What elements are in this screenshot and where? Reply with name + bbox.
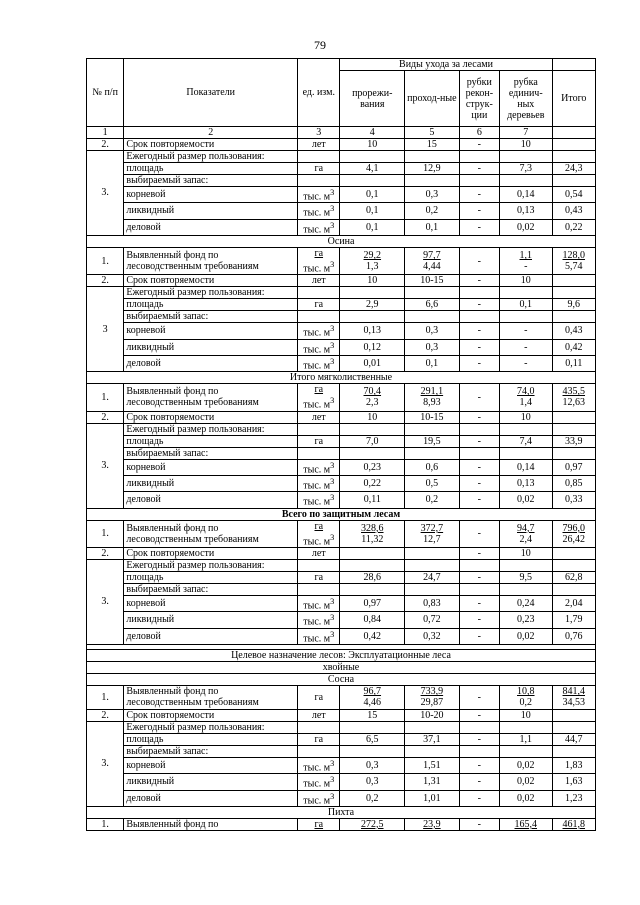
section-sosna: Сосна: [87, 673, 596, 685]
table-row: площадь га 2,9 6,6 - 0,1 9,6: [87, 299, 596, 311]
table-row: 1. Выявленный фонд по лесоводственным требованиям га 96,7 4,46 733,9 29,87 - 10,8 0,2 841,4 34,53: [87, 685, 596, 709]
header-single-trees: рубка единич-ных деревьев: [500, 71, 553, 127]
header-unit: ед. изм.: [298, 59, 340, 127]
table-row: выбираемый запас:: [87, 583, 596, 595]
table-row: деловой тыс. $м^3$ 0,1 0,1 - 0,02 0,22: [87, 219, 596, 235]
table-row: ликвидный тыс. $м^3$ 0,84 0,72 - 0,23 1,79: [87, 612, 596, 628]
header-total: Итого: [552, 71, 595, 127]
table-row: деловой тыс. $м^3$ 0,11 0,2 - 0,02 0,33: [87, 492, 596, 508]
section-hvoynye: хвойные: [87, 661, 596, 673]
section-itogo-myag: Итого мягколиственные: [87, 372, 596, 384]
header-indicators: Показатели: [124, 59, 298, 127]
table-row: 1. Выявленный фонд по лесоводственным требованиям га тыс. $м^3$ 328,6 11,32 372,7 12,7 - 94,7 2,4 796,0 26,42: [87, 520, 596, 547]
table-row: площадь га 7,0 19,5 - 7,4 33,9: [87, 435, 596, 447]
table-row: площадь га 6,5 37,1 - 1,1 44,7: [87, 733, 596, 745]
table-row: корневой тыс. $м^3$ 0,23 0,6 - 0,14 0,97: [87, 459, 596, 475]
header-passage: проход-ные: [405, 71, 460, 127]
page-number: 79: [314, 38, 326, 52]
table-row: корневой тыс. $м^3$ 0,13 0,3 - - 0,43: [87, 323, 596, 339]
table-row: корневой тыс. $м^3$ 0,3 1,51 - 0,02 1,83: [87, 757, 596, 773]
table-row: площадь га 4,1 12,9 - 7,3 24,3: [87, 163, 596, 175]
section-osina: Осина: [87, 235, 596, 247]
table-row: 3 Ежегодный размер пользования:: [87, 287, 596, 299]
section-celevoe: Целевое назначение лесов: Эксплуатационные леса: [87, 649, 596, 661]
table-row: 1. Выявленный фонд по лесоводственным требованиям га тыс. $м^3$ 70,4 2,3 291,1 8,93 - 74,0 1,4 435,5 12,63: [87, 384, 596, 411]
table-row: площадь га 28,6 24,7 - 9,5 62,8: [87, 571, 596, 583]
table-row: выбираемый запас:: [87, 745, 596, 757]
table-row: выбираемый запас:: [87, 175, 596, 187]
table-row: 1. Выявленный фонд по га 272,5 23,9 - 165,4 461,8: [87, 818, 596, 830]
header-num: № п/п: [87, 59, 124, 127]
table-row: ликвидный тыс. $м^3$ 0,3 1,31 - 0,02 1,63: [87, 774, 596, 790]
forest-care-table: [86, 58, 596, 831]
table-row: корневой тыс. $м^3$ 0,97 0,83 - 0,24 2,04: [87, 595, 596, 611]
table-row: 3. Ежегодный размер пользования:: [87, 151, 596, 163]
table-row: корневой тыс. $м^3$ 0,1 0,3 - 0,14 0,54: [87, 187, 596, 203]
table-row: 2. Срок повторяемости лет 10 10-15 - 10: [87, 275, 596, 287]
table-row: 3. Ежегодный размер пользования:: [87, 423, 596, 435]
header-reconstruction: рубки рекон-струк-ции: [459, 71, 499, 127]
table-row: ликвидный тыс. $м^3$ 0,12 0,3 - - 0,42: [87, 339, 596, 355]
table-row: выбираемый запас:: [87, 311, 596, 323]
table-row: 3. Ежегодный размер пользования:: [87, 559, 596, 571]
table-row: 2. Срок повторяемости лет - 10: [87, 547, 596, 559]
section-vsego-zashitnye: Всего по защитным лесам: [87, 508, 596, 520]
section-pihta: Пихта: [87, 806, 596, 818]
table-row: 2. Срок повторяемости лет 10 10-15 - 10: [87, 411, 596, 423]
table-row: деловой тыс. $м^3$ 0,42 0,32 - 0,02 0,76: [87, 628, 596, 644]
table-row: выбираемый запас:: [87, 447, 596, 459]
table-row: 1. Выявленный фонд по лесоводственным требованиям га тыс. $м^3$ 29,2 1,3 97,7 4,44 - 1,1 - 128,0 5,74: [87, 247, 596, 274]
column-numbers-row: 1 2 3 4 5 6 7: [87, 127, 596, 139]
table-row: 2. Срок повторяемости лет 15 10-20 - 10: [87, 709, 596, 721]
table-row: ликвидный тыс. $м^3$ 0,22 0,5 - 0,13 0,85: [87, 475, 596, 491]
table-row: 2. Срок повторяемости лет 10 15 - 10: [87, 139, 596, 151]
table-row: ликвидный тыс. $м^3$ 0,1 0,2 - 0,13 0,43: [87, 203, 596, 219]
table-row: деловой тыс. $м^3$ 0,01 0,1 - - 0,11: [87, 355, 596, 371]
table-row: 3. Ежегодный размер пользования:: [87, 721, 596, 733]
table-row: деловой тыс. $м^3$ 0,2 1,01 - 0,02 1,23: [87, 790, 596, 806]
header-group: Виды ухода за лесами: [340, 59, 552, 71]
header-thinning: прорежи-вания: [340, 71, 405, 127]
